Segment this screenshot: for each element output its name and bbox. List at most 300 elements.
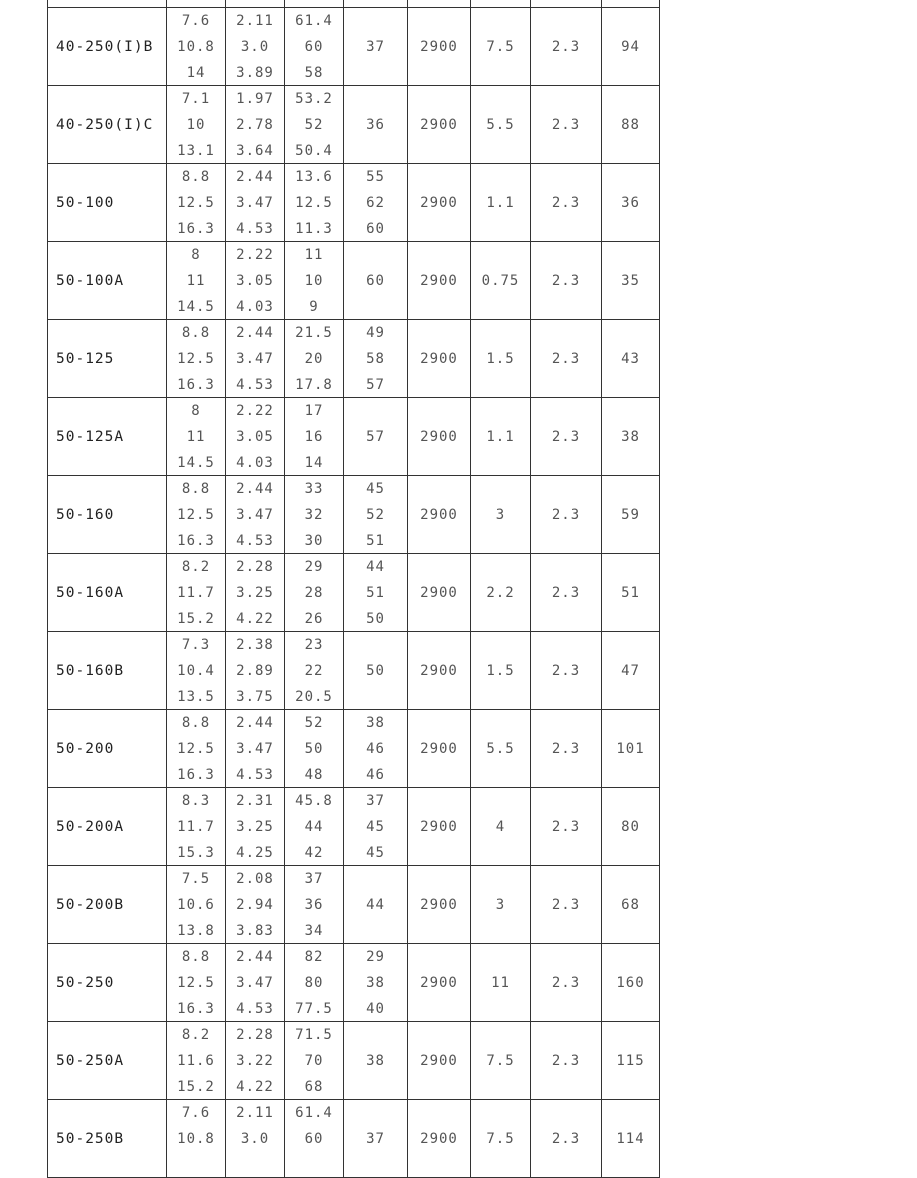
weight-cell: 51 xyxy=(602,554,660,632)
model-cell: 50-200 xyxy=(48,710,167,788)
flow-m3h-value: 8.2 xyxy=(181,559,211,575)
npsh-cell: 2.3 xyxy=(531,242,602,320)
table-row xyxy=(48,632,660,710)
table-row xyxy=(48,320,660,398)
npsh-cell: 2.3 xyxy=(531,1100,602,1178)
efficiency-cell xyxy=(344,788,408,866)
efficiency-value: 51 xyxy=(366,533,385,549)
head-value: 53.2 xyxy=(295,91,333,107)
head-value: 29 xyxy=(304,559,324,575)
flow-ls-value: 2.78 xyxy=(236,117,274,133)
efficiency-cell xyxy=(344,164,408,242)
flow-m3h-value: 11 xyxy=(186,273,206,289)
model-cell: 50-160B xyxy=(48,632,167,710)
flow-ls-value: 2.28 xyxy=(236,559,274,575)
efficiency-value: 45 xyxy=(366,481,385,497)
table-row xyxy=(48,0,660,8)
flow-m3h-cell xyxy=(167,554,226,632)
head-value: 16 xyxy=(304,429,324,445)
flow-ls-cell xyxy=(226,242,285,320)
flow-m3h-value: 11.7 xyxy=(177,585,215,601)
power-cell: 5.5 xyxy=(471,86,531,164)
npsh-cell: 2.3 xyxy=(531,1022,602,1100)
flow-ls-cell xyxy=(226,0,285,8)
flow-m3h-value: 8 xyxy=(191,403,201,419)
flow-m3h-value xyxy=(167,0,225,7)
flow-m3h-cell xyxy=(167,1100,226,1178)
flow-ls-cell xyxy=(226,788,285,866)
power-cell: 3 xyxy=(471,476,531,554)
head-value: 45.8 xyxy=(295,793,333,809)
head-value: 70 xyxy=(304,1053,324,1069)
power-cell: 7.5 xyxy=(471,8,531,86)
npsh-cell: 2.3 xyxy=(531,866,602,944)
flow-m3h-value: 12.5 xyxy=(177,975,215,991)
efficiency-value: 49 xyxy=(366,325,385,341)
power-cell: 1.1 xyxy=(471,398,531,476)
speed-cell: 2900 xyxy=(408,8,471,86)
efficiency-cell xyxy=(344,710,408,788)
power-cell: 1.5 xyxy=(471,320,531,398)
power-cell: 5.5 xyxy=(471,710,531,788)
flow-m3h-value: 8.8 xyxy=(181,169,211,185)
efficiency-value: 55 xyxy=(366,169,385,185)
npsh-cell: 2.3 xyxy=(531,632,602,710)
power-cell: 4 xyxy=(471,788,531,866)
flow-m3h-value: 11.6 xyxy=(177,1053,215,1069)
speed-cell: 2900 xyxy=(408,866,471,944)
head-value: 42 xyxy=(304,845,324,861)
flow-m3h-cell xyxy=(167,476,226,554)
head-value: 11.3 xyxy=(295,221,333,237)
flow-m3h-value: 12.5 xyxy=(177,507,215,523)
efficiency-value xyxy=(344,1074,407,1100)
efficiency-value: 46 xyxy=(366,741,385,757)
flow-ls-value: 4.03 xyxy=(236,299,274,315)
flow-ls-cell xyxy=(226,554,285,632)
flow-m3h-value: 13.1 xyxy=(177,143,215,159)
model-cell: 50-100A xyxy=(48,242,167,320)
flow-m3h-value: 8.3 xyxy=(181,793,211,809)
flow-ls-value: 3.05 xyxy=(236,273,274,289)
flow-m3h-value: 15.2 xyxy=(177,1079,215,1095)
speed-cell: 2900 xyxy=(408,320,471,398)
model-cell: 40-250(I)B xyxy=(48,8,167,86)
weight-cell: 88 xyxy=(602,86,660,164)
table-row xyxy=(48,866,660,944)
weight-cell: 59 xyxy=(602,476,660,554)
head-value: 17.8 xyxy=(295,377,333,393)
weight-cell xyxy=(602,0,660,8)
flow-ls-cell xyxy=(226,320,285,398)
flow-ls-value: 3.22 xyxy=(236,1053,274,1069)
weight-cell: 80 xyxy=(602,788,660,866)
head-value: 21.5 xyxy=(295,325,333,341)
power-cell: 7.5 xyxy=(471,1022,531,1100)
flow-ls-value: 3.47 xyxy=(236,507,274,523)
flow-ls-value: 1.97 xyxy=(236,91,274,107)
efficiency-value: 44 xyxy=(366,896,385,913)
flow-ls-value: 3.25 xyxy=(236,819,274,835)
flow-m3h-value: 8.8 xyxy=(181,715,211,731)
npsh-cell: 2.3 xyxy=(531,8,602,86)
flow-ls-value: 2.22 xyxy=(236,403,274,419)
flow-ls-value: 3.64 xyxy=(236,143,274,159)
power-cell: 3 xyxy=(471,866,531,944)
efficiency-value xyxy=(344,86,407,112)
head-value: 50 xyxy=(304,741,324,757)
table-row xyxy=(48,8,660,86)
flow-ls-cell xyxy=(226,476,285,554)
flow-m3h-cell xyxy=(167,0,226,8)
flow-ls-cell xyxy=(226,866,285,944)
head-cell xyxy=(285,320,344,398)
flow-ls-value: 2.28 xyxy=(236,1027,274,1043)
flow-m3h-value: 8.8 xyxy=(181,325,211,341)
efficiency-value xyxy=(344,1100,407,1126)
head-cell xyxy=(285,788,344,866)
flow-ls-cell xyxy=(226,8,285,86)
efficiency-cell xyxy=(344,8,408,86)
flow-m3h-value: 13.8 xyxy=(177,923,215,939)
npsh-cell xyxy=(531,0,602,8)
table-row xyxy=(48,86,660,164)
flow-m3h-cell xyxy=(167,398,226,476)
npsh-cell: 2.3 xyxy=(531,476,602,554)
efficiency-value xyxy=(344,398,407,424)
efficiency-value: 62 xyxy=(366,195,385,211)
efficiency-value xyxy=(344,450,407,476)
flow-ls-cell xyxy=(226,632,285,710)
flow-m3h-value: 16.3 xyxy=(177,1001,215,1017)
model-cell: 50-160 xyxy=(48,476,167,554)
model-cell: 50-250 xyxy=(48,944,167,1022)
flow-ls-value: 2.22 xyxy=(236,247,274,263)
head-value: 37 xyxy=(304,871,324,887)
speed-cell: 2900 xyxy=(408,632,471,710)
pump-spec-table xyxy=(47,0,660,1178)
model-cell: 50-200B xyxy=(48,866,167,944)
flow-ls-value: 4.22 xyxy=(236,611,274,627)
flow-ls-value: 2.38 xyxy=(236,637,274,653)
flow-ls-value: 3.89 xyxy=(236,65,274,81)
model-cell: 50-125A xyxy=(48,398,167,476)
efficiency-value: 46 xyxy=(366,767,385,783)
npsh-cell: 2.3 xyxy=(531,86,602,164)
efficiency-value: 29 xyxy=(366,949,385,965)
head-value: 14 xyxy=(304,455,324,471)
weight-cell: 38 xyxy=(602,398,660,476)
power-cell: 11 xyxy=(471,944,531,1022)
flow-m3h-cell xyxy=(167,632,226,710)
table-row xyxy=(48,476,660,554)
efficiency-value: 38 xyxy=(366,715,385,731)
head-value: 11 xyxy=(304,247,324,263)
head-cell xyxy=(285,632,344,710)
flow-m3h-value: 7.3 xyxy=(181,637,211,653)
power-cell: 1.5 xyxy=(471,632,531,710)
speed-cell: 2900 xyxy=(408,476,471,554)
flow-m3h-value: 15.3 xyxy=(177,845,215,861)
head-value: 33 xyxy=(304,481,324,497)
weight-cell: 114 xyxy=(602,1100,660,1178)
npsh-cell: 2.3 xyxy=(531,164,602,242)
weight-cell: 160 xyxy=(602,944,660,1022)
flow-ls-value: 4.03 xyxy=(236,455,274,471)
efficiency-cell xyxy=(344,1022,408,1100)
efficiency-cell xyxy=(344,944,408,1022)
flow-m3h-value xyxy=(167,1152,225,1177)
head-value: 20.5 xyxy=(295,689,333,705)
speed-cell: 2900 xyxy=(408,710,471,788)
flow-ls-value: 2.11 xyxy=(236,1105,274,1121)
flow-m3h-value: 8.2 xyxy=(181,1027,211,1043)
speed-cell: 2900 xyxy=(408,398,471,476)
flow-m3h-value: 16.3 xyxy=(177,377,215,393)
speed-cell: 2900 xyxy=(408,86,471,164)
head-value: 13.6 xyxy=(295,169,333,185)
flow-ls-value: 2.44 xyxy=(236,325,274,341)
efficiency-value: 50 xyxy=(366,662,385,679)
head-cell xyxy=(285,476,344,554)
flow-m3h-value: 14 xyxy=(186,65,206,81)
efficiency-value: 45 xyxy=(366,845,385,861)
flow-ls-value: 2.44 xyxy=(236,949,274,965)
flow-m3h-value: 13.5 xyxy=(177,689,215,705)
head-value: 30 xyxy=(304,533,324,549)
head-value: 22 xyxy=(304,663,324,679)
flow-m3h-value: 12.5 xyxy=(177,741,215,757)
head-cell xyxy=(285,398,344,476)
flow-ls-value: 4.53 xyxy=(236,533,274,549)
npsh-cell: 2.3 xyxy=(531,944,602,1022)
efficiency-value xyxy=(344,866,407,892)
flow-m3h-value: 7.6 xyxy=(181,1105,211,1121)
efficiency-cell xyxy=(344,320,408,398)
flow-ls-cell xyxy=(226,164,285,242)
npsh-cell: 2.3 xyxy=(531,398,602,476)
head-value: 77.5 xyxy=(295,1001,333,1017)
head-value xyxy=(285,0,343,7)
flow-ls-value: 3.47 xyxy=(236,195,274,211)
head-value: 28 xyxy=(304,585,324,601)
efficiency-value xyxy=(344,242,407,268)
flow-ls-value: 4.53 xyxy=(236,221,274,237)
flow-m3h-cell xyxy=(167,866,226,944)
head-cell xyxy=(285,8,344,86)
efficiency-value: 37 xyxy=(366,1130,385,1147)
efficiency-cell xyxy=(344,866,408,944)
flow-m3h-value: 10.8 xyxy=(177,39,215,55)
flow-m3h-value: 11.7 xyxy=(177,819,215,835)
model-cell xyxy=(48,0,167,8)
weight-cell: 94 xyxy=(602,8,660,86)
speed-cell xyxy=(408,0,471,8)
head-cell xyxy=(285,1100,344,1178)
flow-ls-value: 3.05 xyxy=(236,429,274,445)
model-cell: 50-100 xyxy=(48,164,167,242)
flow-ls-value: 3.83 xyxy=(236,923,274,939)
head-value: 60 xyxy=(304,1131,324,1147)
flow-ls-cell xyxy=(226,398,285,476)
efficiency-value: 58 xyxy=(366,351,385,367)
head-value: 10 xyxy=(304,273,324,289)
head-value: 32 xyxy=(304,507,324,523)
efficiency-value: 60 xyxy=(366,272,385,289)
flow-m3h-value: 16.3 xyxy=(177,767,215,783)
flow-ls-cell xyxy=(226,1100,285,1178)
speed-cell: 2900 xyxy=(408,944,471,1022)
speed-cell: 2900 xyxy=(408,1100,471,1178)
flow-ls-cell xyxy=(226,1022,285,1100)
table-row xyxy=(48,554,660,632)
power-cell xyxy=(471,0,531,8)
flow-m3h-cell xyxy=(167,320,226,398)
table-row xyxy=(48,1100,660,1178)
flow-ls-value: 4.22 xyxy=(236,1079,274,1095)
power-cell: 7.5 xyxy=(471,1100,531,1178)
model-cell: 50-250B xyxy=(48,1100,167,1178)
efficiency-value: 37 xyxy=(366,38,385,55)
head-value: 9 xyxy=(309,299,319,315)
head-cell xyxy=(285,944,344,1022)
efficiency-value xyxy=(344,1152,407,1178)
head-value xyxy=(285,1152,343,1177)
table-row xyxy=(48,398,660,476)
flow-ls-value: 2.89 xyxy=(236,663,274,679)
efficiency-value: 57 xyxy=(366,428,385,445)
head-cell xyxy=(285,554,344,632)
flow-m3h-value: 11 xyxy=(186,429,206,445)
head-value: 80 xyxy=(304,975,324,991)
head-value: 12.5 xyxy=(295,195,333,211)
speed-cell: 2900 xyxy=(408,554,471,632)
flow-ls-value: 3.0 xyxy=(240,1131,270,1147)
efficiency-value xyxy=(344,60,407,86)
model-cell: 50-200A xyxy=(48,788,167,866)
weight-cell: 35 xyxy=(602,242,660,320)
flow-m3h-value: 8 xyxy=(191,247,201,263)
head-value: 44 xyxy=(304,819,324,835)
efficiency-value: 50 xyxy=(366,611,385,627)
efficiency-value: 38 xyxy=(366,975,385,991)
flow-ls-value: 2.94 xyxy=(236,897,274,913)
flow-ls-value: 2.44 xyxy=(236,715,274,731)
model-cell: 40-250(I)C xyxy=(48,86,167,164)
efficiency-value: 57 xyxy=(366,377,385,393)
flow-m3h-value: 10.4 xyxy=(177,663,215,679)
flow-ls-value: 2.44 xyxy=(236,169,274,185)
efficiency-value xyxy=(344,632,407,658)
head-value: 23 xyxy=(304,637,324,653)
npsh-cell: 2.3 xyxy=(531,788,602,866)
flow-m3h-value: 8.8 xyxy=(181,481,211,497)
flow-ls-value: 3.0 xyxy=(240,39,270,55)
efficiency-cell xyxy=(344,476,408,554)
weight-cell: 36 xyxy=(602,164,660,242)
efficiency-value: 36 xyxy=(366,116,385,133)
flow-ls-value: 3.47 xyxy=(236,741,274,757)
model-cell: 50-160A xyxy=(48,554,167,632)
efficiency-value: 40 xyxy=(366,1001,385,1017)
flow-ls-value: 4.25 xyxy=(236,845,274,861)
flow-m3h-cell xyxy=(167,944,226,1022)
efficiency-value xyxy=(344,684,407,710)
head-value: 82 xyxy=(304,949,324,965)
speed-cell: 2900 xyxy=(408,1022,471,1100)
flow-m3h-cell xyxy=(167,86,226,164)
flow-m3h-cell xyxy=(167,8,226,86)
head-value: 20 xyxy=(304,351,324,367)
efficiency-value xyxy=(344,294,407,320)
efficiency-value xyxy=(344,918,407,944)
npsh-cell: 2.3 xyxy=(531,710,602,788)
head-value: 60 xyxy=(304,39,324,55)
head-value: 71.5 xyxy=(295,1027,333,1043)
flow-m3h-value: 12.5 xyxy=(177,351,215,367)
flow-m3h-cell xyxy=(167,1022,226,1100)
model-cell: 50-250A xyxy=(48,1022,167,1100)
flow-m3h-value: 10.6 xyxy=(177,897,215,913)
efficiency-value: 45 xyxy=(366,819,385,835)
efficiency-value: 60 xyxy=(366,221,385,237)
table-row xyxy=(48,710,660,788)
head-cell xyxy=(285,710,344,788)
head-value: 50.4 xyxy=(295,143,333,159)
flow-ls-value xyxy=(226,0,284,7)
flow-m3h-value: 7.1 xyxy=(181,91,211,107)
weight-cell: 115 xyxy=(602,1022,660,1100)
table-row xyxy=(48,242,660,320)
flow-m3h-value: 14.5 xyxy=(177,299,215,315)
efficiency-value xyxy=(344,0,407,7)
head-value: 48 xyxy=(304,767,324,783)
table-row xyxy=(48,1022,660,1100)
efficiency-value xyxy=(344,1022,407,1048)
head-cell xyxy=(285,164,344,242)
flow-m3h-value: 8.8 xyxy=(181,949,211,965)
table-body xyxy=(48,0,660,1178)
head-cell xyxy=(285,866,344,944)
head-value: 52 xyxy=(304,715,324,731)
efficiency-value xyxy=(344,8,407,34)
flow-m3h-value: 12.5 xyxy=(177,195,215,211)
flow-ls-value: 3.47 xyxy=(236,975,274,991)
efficiency-value: 52 xyxy=(366,507,385,523)
efficiency-value: 37 xyxy=(366,793,385,809)
flow-ls-value: 4.53 xyxy=(236,1001,274,1017)
flow-ls-value: 2.31 xyxy=(236,793,274,809)
flow-ls-value xyxy=(226,1152,284,1177)
head-value: 26 xyxy=(304,611,324,627)
weight-cell: 43 xyxy=(602,320,660,398)
head-value: 61.4 xyxy=(295,1105,333,1121)
efficiency-cell xyxy=(344,242,408,320)
weight-cell: 101 xyxy=(602,710,660,788)
flow-ls-value: 2.44 xyxy=(236,481,274,497)
npsh-cell: 2.3 xyxy=(531,554,602,632)
flow-ls-value: 3.47 xyxy=(236,351,274,367)
efficiency-cell xyxy=(344,554,408,632)
npsh-cell: 2.3 xyxy=(531,320,602,398)
flow-ls-cell xyxy=(226,944,285,1022)
efficiency-cell xyxy=(344,0,408,8)
efficiency-value: 38 xyxy=(366,1052,385,1069)
efficiency-value: 44 xyxy=(366,559,385,575)
head-value: 36 xyxy=(304,897,324,913)
speed-cell: 2900 xyxy=(408,242,471,320)
flow-m3h-value: 16.3 xyxy=(177,221,215,237)
